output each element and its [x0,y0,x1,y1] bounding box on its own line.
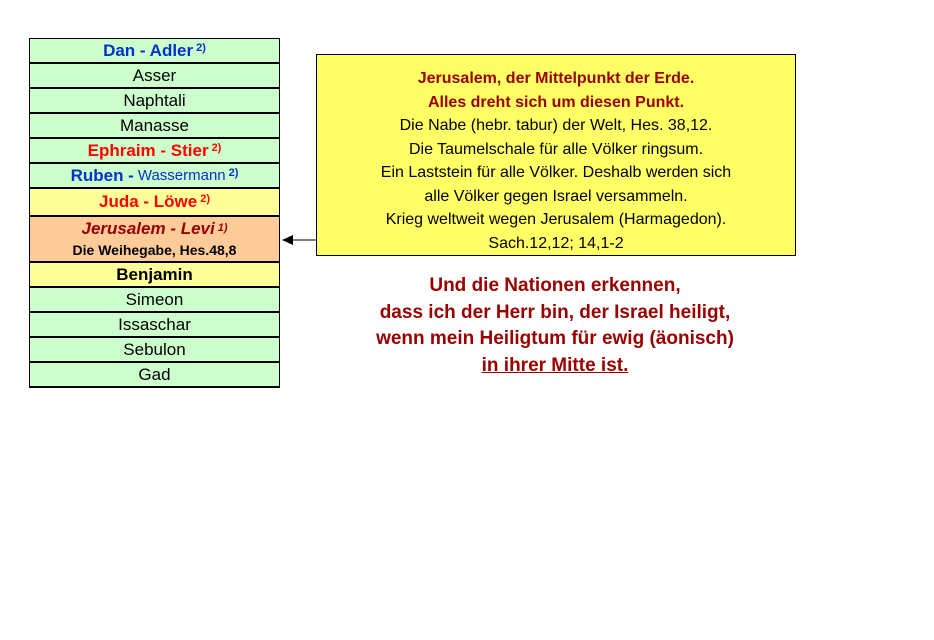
tribe-row-sebulon [30,338,279,363]
info-line: Alles dreht sich um diesen Punkt. [427,93,685,111]
tribe-label: Gad [138,364,171,384]
tribe-label: Asser [132,65,177,85]
footnote-mark: 2) [228,166,239,179]
footnote-mark: 2) [196,41,206,54]
tribe-row-simeon [30,288,279,313]
info-line: Die Taumelschale für alle Völker ringsum. [408,140,704,158]
tribe-label: Jerusalem - Levi [81,219,215,238]
tribe-label: Ruben - [70,165,134,185]
tribe-label: Sebulon [123,339,186,359]
tribe-row-gad [30,363,279,388]
tribe-row-issaschar [30,313,279,338]
tribes-table [29,38,280,388]
info-line: Sach.12,12; 14,1-2 [488,234,624,252]
tribe-label: Dan - Adler [103,40,194,60]
tribe-row-juda [30,189,279,217]
tribe-label: Manasse [120,115,189,135]
tribe-label: Naphtali [123,90,186,110]
tribe-row-manasse [30,114,279,139]
quote-line: wenn mein Heiligtum für ewig (äonisch) [376,328,734,349]
scripture-quote [316,273,794,379]
tribe-label: Ephraim - Stier [87,140,209,160]
info-box [316,54,796,256]
tribe-row-asser [30,64,279,89]
tribe-label: Benjamin [116,264,193,284]
jerusalem-title [81,219,227,241]
quote-line: dass ich der Herr bin, der Israel heiligt, [379,301,731,323]
info-line: Ein Laststein für alle Völker. Deshalb werden sich [380,164,732,181]
info-line: Jerusalem, der Mittelpunkt der Erde. [417,70,695,87]
footnote-mark: 2) [211,141,222,154]
quote-line-underlined [316,353,794,380]
tribe-label: Issaschar [118,314,191,334]
tribe-label: Simeon [125,289,184,309]
tribe-row-benjamin [30,263,279,288]
jerusalem-subtitle: Die Weihegabe, Hes.48,8 [72,242,237,258]
tribe-row-naphtali [30,89,279,114]
footnote-mark: 2) [200,193,210,205]
tribe-row-ruben [30,164,279,189]
quote-line: Und die Nationen erkennen, [429,275,681,296]
tribe-sign-label: Wassermann [137,167,226,184]
tribe-row-dan [30,39,279,64]
footnote-mark: 1) [217,222,228,234]
tribe-row-jerusalem [30,217,279,263]
info-line: Krieg weltweit wegen Jerusalem (Harmagedon). [385,211,727,228]
info-line: Die Nabe (hebr. tabur) der Welt, Hes. 38,12. [399,117,713,134]
tribe-row-ephraim [30,139,279,164]
info-line: alle Völker gegen Israel versammeln. [424,187,688,205]
quote-underlined-text: in ihrer Mitte ist. [481,354,629,376]
tribe-label: Juda - Löwe [98,192,198,211]
